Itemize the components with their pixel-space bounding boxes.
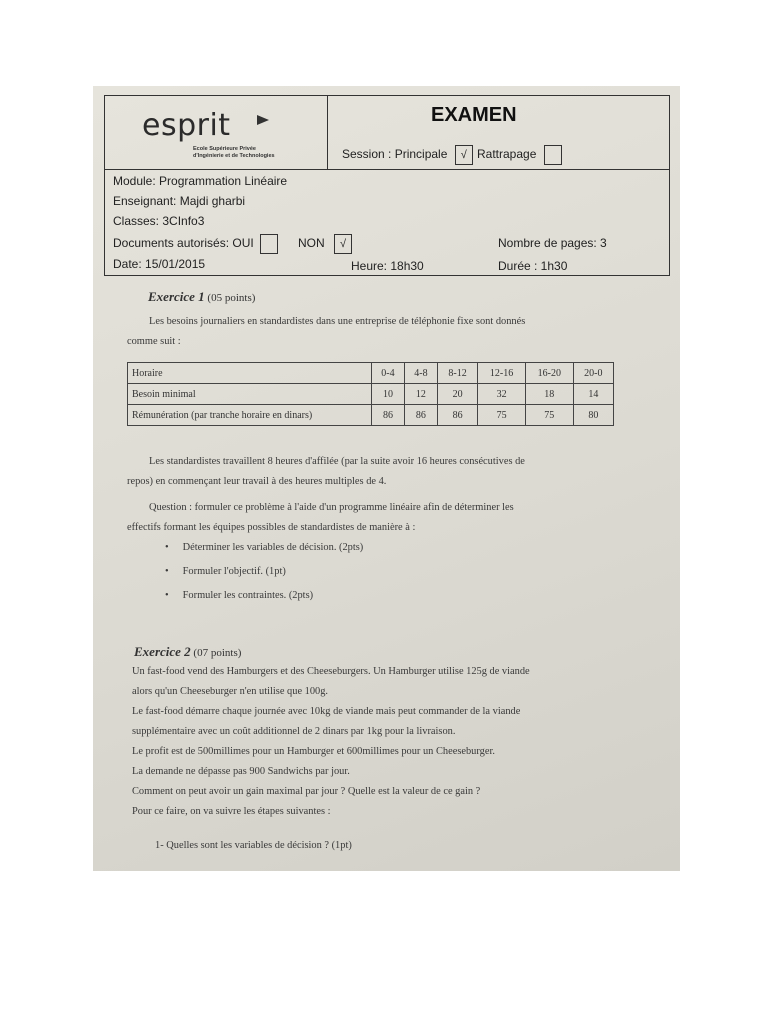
rattrapage-label: Rattrapage (477, 147, 537, 162)
ex2-line: Comment on peut avoir un gain maximal par jour ? Quelle est la valeur de ce gain ? (132, 786, 481, 797)
non-line (298, 234, 352, 254)
needs-table (127, 362, 614, 426)
table-cell: Rémunération (par tranche horaire en dinars) (128, 405, 372, 426)
table-cell: Horaire (128, 363, 372, 384)
exercise1-points: (05 points) (207, 292, 256, 304)
exam-date: Date: 15/01/2015 (113, 257, 206, 271)
exercise1-paragraph-2 (127, 452, 627, 492)
question-line-2: effectifs formant les équipes possibles de standardistes de manière à : (127, 522, 416, 533)
table-cell: 86 (437, 405, 477, 426)
table-cell: 75 (478, 405, 526, 426)
teacher-line: Enseignant: Majdi gharbi (113, 194, 246, 208)
table-cell: 18 (525, 384, 573, 405)
exercise1-bullets (165, 542, 363, 614)
table-cell: 20 (437, 384, 477, 405)
ex2-line: Le fast-food démarre chaque journée avec 10kg de viande mais peut commander de la viande (132, 706, 521, 717)
table-cell: 86 (372, 405, 405, 426)
documents-label: Documents autorisés: OUI (113, 236, 254, 251)
table-cell: 14 (573, 384, 613, 405)
esprit-logo: esprit (142, 108, 231, 143)
non-checkbox: √ (334, 234, 352, 254)
oui-checkbox (260, 234, 278, 254)
table-cell: 32 (478, 384, 526, 405)
ex2-line: alors qu'un Cheeseburger n'en utilise que 100g. (132, 686, 329, 697)
table-cell: 8-12 (437, 363, 477, 384)
documents-line (113, 234, 278, 254)
module-line: Module: Programmation Linéaire (113, 174, 288, 188)
table-cell: 0-4 (372, 363, 405, 384)
table-cell: Besoin minimal (128, 384, 372, 405)
page-count: Nombre de pages: 3 (498, 236, 607, 250)
classes-line: Classes: 3CInfo3 (113, 214, 205, 228)
list-item: • Déterminer les variables de décision. (2pts) (165, 542, 363, 566)
table-cell: 4-8 (404, 363, 437, 384)
exam-header (104, 95, 670, 276)
exam-title: EXAMEN (431, 104, 517, 126)
intro-line-1: Les besoins journaliers en standardistes dans une entreprise de téléphonie fixe sont donnés (149, 316, 526, 327)
table-cell: 75 (525, 405, 573, 426)
session-rattrapage (477, 145, 562, 165)
question-line-1: Question : formuler ce problème à l'aide d'un programme linéaire afin de déterminer les (149, 502, 514, 513)
ex2-line: La demande ne dépasse pas 900 Sandwichs par jour. (132, 766, 350, 777)
table-cell: 86 (404, 405, 437, 426)
exercise2-points: (07 points) (193, 647, 242, 659)
exercise2-title: Exercice 2 (134, 644, 191, 659)
exam-time: Heure: 18h30 (351, 259, 424, 273)
table-row (128, 384, 614, 405)
ex2-line: Un fast-food vend des Hamburgers et des Cheeseburgers. Un Hamburger utilise 125g de viande (132, 666, 530, 677)
header-divider (105, 169, 669, 170)
table-cell: 12 (404, 384, 437, 405)
exam-photo (93, 86, 680, 871)
intro-line-2: comme suit : (127, 336, 181, 347)
exam-duration: Durée : 1h30 (498, 259, 568, 273)
rattrapage-checkbox (544, 145, 562, 165)
table-cell: 10 (372, 384, 405, 405)
table-cell: 20-0 (573, 363, 613, 384)
logo-cell (105, 96, 328, 169)
logo-subtitle-1: Ecole Supérieure Privée (193, 146, 256, 152)
principale-checkbox: √ (455, 145, 473, 165)
ex2-line: Pour ce faire, on va suivre les étapes suivantes : (132, 806, 331, 817)
para2-line-1: Les standardistes travaillent 8 heures d'affilée (par la suite avoir 16 heures consécutives de (149, 456, 525, 467)
exercise1-question (127, 498, 627, 538)
table-cell: 16-20 (525, 363, 573, 384)
table-cell: 80 (573, 405, 613, 426)
list-item: • Formuler les contraintes. (2pts) (165, 590, 363, 614)
ex2-line: supplémentaire avec un coût additionnel de 2 dinars par 1kg pour la livraison. (132, 726, 456, 737)
session-principale (342, 145, 473, 165)
non-label: NON (298, 236, 325, 251)
exercise2-body (132, 662, 652, 822)
table-row (128, 405, 614, 426)
table-cell: 12-16 (478, 363, 526, 384)
logo-arrow-icon (257, 115, 269, 125)
exercise1-heading (148, 289, 255, 305)
table-header-row (128, 363, 614, 384)
ex2-line: Le profit est de 500millimes pour un Hamburger et 600millimes pour un Cheeseburger. (132, 746, 495, 757)
exercise1-title: Exercice 1 (148, 289, 205, 304)
para2-line-2: repos) en commençant leur travail à des heures multiples de 4. (127, 476, 387, 487)
exercise2-heading (134, 644, 241, 660)
list-item: • Formuler l'objectif. (1pt) (165, 566, 363, 590)
exercise1-intro (127, 312, 627, 352)
session-label: Session : Principale (342, 147, 448, 162)
logo-subtitle-2: d'Ingénierie et de Technologies (193, 153, 275, 159)
exercise2-question-1: 1- Quelles sont les variables de décision ? (1pt) (155, 840, 352, 851)
